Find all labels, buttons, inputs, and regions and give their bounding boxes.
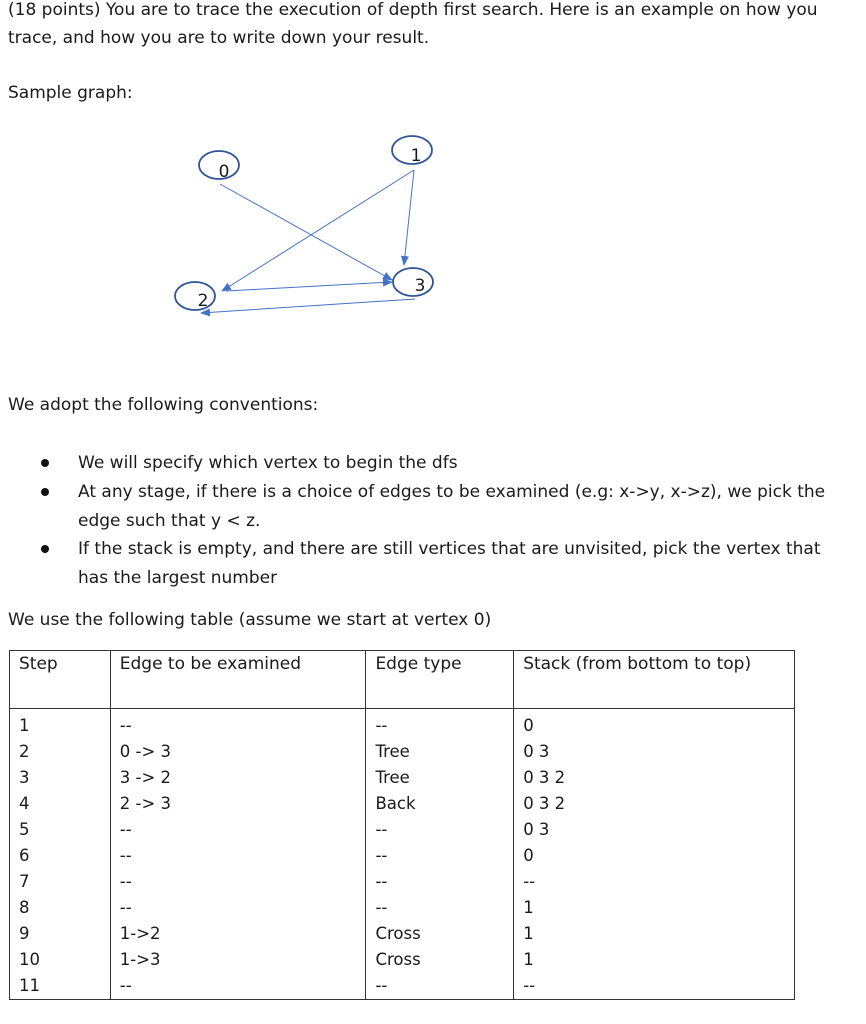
cell-step: 5 [10, 817, 111, 843]
edge-1-3 [404, 170, 414, 265]
header-edge-type: Edge type [366, 651, 514, 709]
cell-step: 2 [10, 739, 111, 765]
cell-edge-type: -- [366, 817, 514, 843]
cell-edge: -- [110, 709, 366, 740]
node-3-label: 3 [414, 276, 426, 296]
bullet-icon [41, 545, 49, 553]
cell-step: 10 [10, 947, 111, 973]
table-row [10, 817, 795, 843]
cell-edge-type: -- [366, 709, 514, 740]
table-row [10, 843, 795, 869]
cell-step: 9 [10, 921, 111, 947]
cell-stack: -- [514, 973, 795, 1000]
cell-edge-type: Tree [366, 765, 514, 791]
header-stack: Stack (from bottom to top) [514, 651, 795, 709]
intro-line-2: trace, and how you are to write down your result. [8, 28, 430, 48]
convention-line: We will specify which vertex to begin the dfs [78, 453, 458, 473]
cell-step: 3 [10, 765, 111, 791]
edge-2-3 [226, 282, 392, 291]
cell-edge: 1->3 [110, 947, 366, 973]
dfs-trace-table [9, 650, 795, 1000]
table-row [10, 973, 795, 1000]
table-row [10, 921, 795, 947]
table-row [10, 869, 795, 895]
cell-stack: 0 [514, 709, 795, 740]
cell-edge-type: -- [366, 843, 514, 869]
cell-step: 6 [10, 843, 111, 869]
cell-edge: -- [110, 869, 366, 895]
table-row [10, 791, 795, 817]
node-1-label: 1 [410, 146, 422, 166]
cell-step: 8 [10, 895, 111, 921]
cell-stack: 1 [514, 895, 795, 921]
cell-stack: 1 [514, 921, 795, 947]
cell-stack: 0 3 2 [514, 765, 795, 791]
table-row [10, 765, 795, 791]
table-intro: We use the following table (assume we start at vertex 0) [8, 610, 492, 630]
table-row [10, 947, 795, 973]
bullet-icon [41, 459, 49, 467]
cell-edge-type: Cross [366, 921, 514, 947]
edge-1-2 [222, 170, 414, 291]
cell-edge-type: -- [366, 973, 514, 1000]
header-edge: Edge to be examined [110, 651, 366, 709]
node-2-label: 2 [197, 291, 209, 311]
convention-line: has the largest number [78, 567, 278, 588]
bullet-icon [41, 488, 49, 496]
cell-edge-type: -- [366, 895, 514, 921]
intro-line-1: (18 points) You are to trace the execution of depth first search. Here is an example on how you [8, 0, 818, 20]
cell-edge: -- [110, 843, 366, 869]
cell-stack: 1 [514, 947, 795, 973]
cell-edge: 0 -> 3 [110, 739, 366, 765]
cell-edge-type: -- [366, 869, 514, 895]
cell-stack: 0 3 [514, 739, 795, 765]
table-header-row [10, 651, 795, 709]
cell-stack: 0 3 [514, 817, 795, 843]
cell-edge: 1->2 [110, 921, 366, 947]
cell-stack: 0 [514, 843, 795, 869]
cell-edge: -- [110, 817, 366, 843]
table-row [10, 895, 795, 921]
cell-edge: 2 -> 3 [110, 791, 366, 817]
node-0-label: 0 [218, 162, 230, 182]
header-step: Step [10, 651, 111, 709]
cell-step: 11 [10, 973, 111, 1000]
sample-graph [0, 0, 866, 340]
node-3 [393, 268, 433, 296]
table-row [10, 709, 795, 740]
cell-step: 4 [10, 791, 111, 817]
sample-graph-label: Sample graph: [8, 83, 133, 103]
cell-step: 7 [10, 869, 111, 895]
cell-edge: -- [110, 973, 366, 1000]
convention-line: At any stage, if there is a choice of edges to be examined (e.g: x->y, x->z), we pick the [78, 482, 826, 502]
cell-edge: -- [110, 895, 366, 921]
convention-line: If the stack is empty, and there are still vertices that are unvisited, pick the vertex that [78, 539, 821, 559]
edge-0-3 [220, 184, 392, 280]
table-row [10, 739, 795, 765]
cell-stack: 0 3 2 [514, 791, 795, 817]
cell-edge: 3 -> 2 [110, 765, 366, 791]
cell-edge-type: Back [366, 791, 514, 817]
edge-3-2 [201, 299, 415, 313]
conventions-heading: We adopt the following conventions: [8, 395, 319, 415]
cell-step: 1 [10, 709, 111, 740]
convention-line: edge such that y < z. [78, 510, 261, 531]
cell-stack: -- [514, 869, 795, 895]
node-2 [175, 282, 215, 310]
cell-edge-type: Tree [366, 739, 514, 765]
cell-edge-type: Cross [366, 947, 514, 973]
